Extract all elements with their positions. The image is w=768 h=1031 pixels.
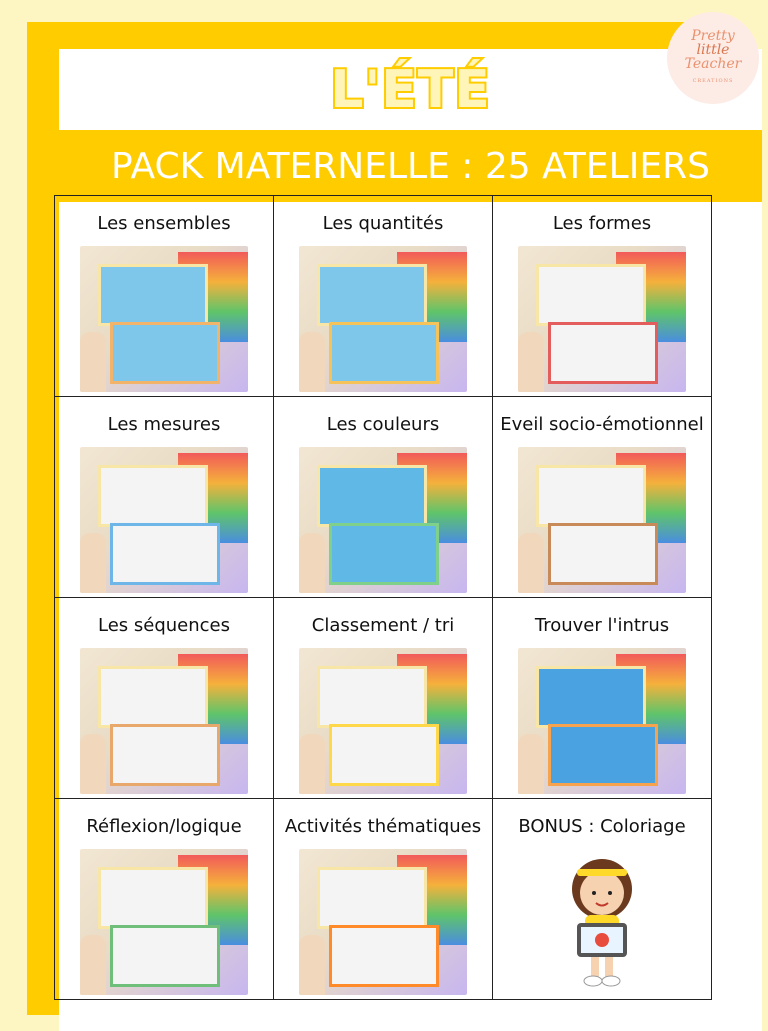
atelier-label: Les couleurs	[326, 414, 440, 435]
hand	[80, 935, 106, 995]
atelier-photo	[80, 648, 248, 794]
activity-card	[317, 264, 427, 326]
grid-row	[55, 799, 712, 1000]
activity-card	[548, 523, 658, 585]
activity-card	[110, 925, 220, 987]
atelier-cell	[493, 196, 712, 397]
page-subtitle: PACK MATERNELLE : 25 ATELIERS	[111, 145, 710, 187]
atelier-label: Réflexion/logique	[86, 816, 242, 837]
brand-logo	[667, 12, 759, 104]
atelier-cell	[274, 799, 493, 1000]
atelier-cell	[274, 598, 493, 799]
activity-card	[110, 523, 220, 585]
atelier-label: Les séquences	[97, 615, 230, 636]
atelier-cell	[55, 397, 274, 598]
activity-card	[110, 322, 220, 384]
activity-card	[548, 724, 658, 786]
ateliers-grid	[54, 195, 712, 1000]
atelier-photo	[299, 246, 467, 392]
activity-card	[536, 465, 646, 527]
atelier-cell	[55, 598, 274, 799]
subtitle-band	[59, 130, 762, 202]
atelier-photo	[80, 246, 248, 392]
activity-card	[110, 724, 220, 786]
hand	[299, 332, 325, 392]
atelier-label: BONUS : Coloriage	[518, 816, 686, 837]
activity-card	[536, 666, 646, 728]
grid-row	[55, 397, 712, 598]
activity-card	[329, 724, 439, 786]
atelier-label: Classement / tri	[311, 615, 455, 636]
activity-card	[548, 322, 658, 384]
activity-card	[317, 867, 427, 929]
atelier-photo	[518, 648, 686, 794]
hand	[518, 533, 544, 593]
atelier-cell	[274, 196, 493, 397]
hand	[80, 332, 106, 392]
atelier-cell	[55, 196, 274, 397]
atelier-photo	[299, 849, 467, 995]
atelier-cell	[274, 397, 493, 598]
atelier-label: Eveil socio-émotionnel	[500, 414, 704, 435]
atelier-cell	[493, 397, 712, 598]
atelier-label: Activités thématiques	[284, 816, 482, 837]
hand	[80, 734, 106, 794]
atelier-photo	[299, 447, 467, 593]
hand	[299, 533, 325, 593]
atelier-photo	[518, 447, 686, 593]
atelier-photo	[518, 246, 686, 392]
activity-card	[329, 925, 439, 987]
page-title: L'ÉTÉ	[330, 59, 491, 120]
activity-card	[98, 666, 208, 728]
atelier-label: Trouver l'intrus	[534, 615, 670, 636]
atelier-cell	[493, 598, 712, 799]
activity-card	[329, 322, 439, 384]
atelier-label: Les mesures	[107, 414, 221, 435]
activity-card	[329, 523, 439, 585]
atelier-label: Les quantités	[322, 213, 444, 234]
activity-card	[536, 264, 646, 326]
activity-card	[98, 264, 208, 326]
activity-card	[317, 666, 427, 728]
coloring-girl-illustration	[493, 847, 711, 995]
activity-card	[98, 867, 208, 929]
atelier-cell	[55, 799, 274, 1000]
hand	[518, 734, 544, 794]
activity-card	[98, 465, 208, 527]
logo-tagline: CREATIONS	[692, 77, 734, 84]
atelier-photo	[80, 849, 248, 995]
atelier-label: Les ensembles	[97, 213, 231, 234]
hand	[518, 332, 544, 392]
hand	[299, 734, 325, 794]
atelier-photo	[299, 648, 467, 794]
logo-line: Pretty	[691, 27, 735, 44]
atelier-photo	[80, 447, 248, 593]
logo-line: little	[696, 41, 730, 58]
hand	[80, 533, 106, 593]
hand	[299, 935, 325, 995]
atelier-label: Les formes	[552, 213, 652, 234]
grid-row	[55, 598, 712, 799]
grid-row	[55, 196, 712, 397]
activity-card	[317, 465, 427, 527]
atelier-cell	[493, 799, 712, 1000]
title-band	[59, 49, 762, 130]
logo-line: Teacher	[684, 55, 742, 72]
